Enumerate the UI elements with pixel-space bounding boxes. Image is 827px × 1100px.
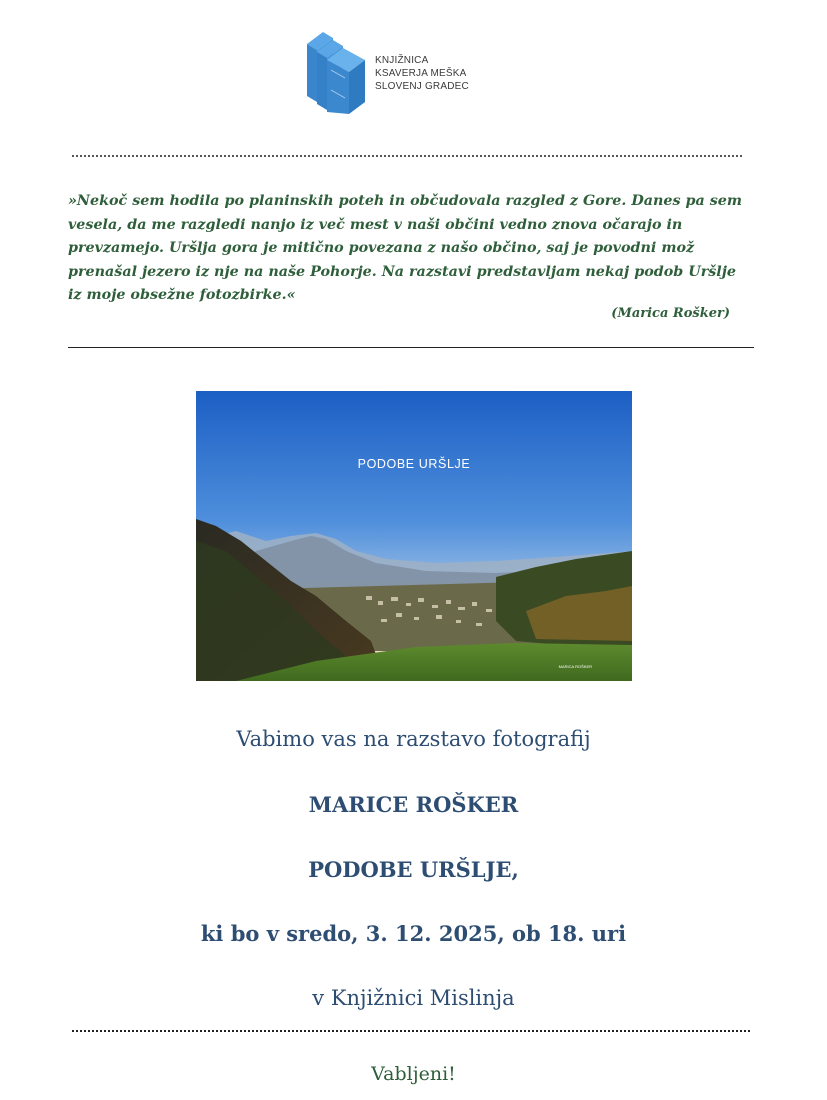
artist-name: MARICE ROŠKER (308, 792, 519, 817)
library-logo (305, 30, 505, 120)
library-name-line-1: KNJIŽNICA (375, 55, 429, 66)
books-logo-icon (305, 30, 371, 116)
photo-title: PODOBE URŠLJE (357, 457, 471, 471)
quote-author: (Marica Rošker) (611, 306, 730, 321)
artist-quote: »Nekoč sem hodila po planinskih poteh in občudovala razgled z Gore. Danes pa sem vesela, da me razgledi nanjo iz več mest v naši občini vedno znova očarajo in prevzamejo. Uršlja gora je mitično povezana z našo občino, saj je povodni mož prenašal jezero iz nje na naše Pohorje. Na razstavi predstavljam nekaj podob Uršlje iz moje obsežne fotozbirke.« (68, 193, 743, 303)
library-name (375, 54, 469, 93)
library-name-line-2: KSAVERJA MEŠKA (375, 68, 467, 79)
invitation-intro: Vabimo vas na razstavo fotografij (236, 727, 591, 751)
photo-credit: MARICA ROŠKER (558, 664, 592, 669)
top-dotted-divider (72, 155, 742, 157)
mountain-valley-image (196, 391, 632, 681)
event-location: v Knjižnici Mislinja (312, 986, 515, 1010)
library-name-line-3: SLOVENJ GRADEC (375, 81, 469, 92)
quote-divider (68, 347, 754, 348)
closing-welcome: Vabljeni! (371, 1063, 456, 1085)
exhibition-photo (196, 391, 632, 681)
exhibition-title: PODOBE URŠLJE, (308, 857, 519, 882)
bottom-dotted-divider (72, 1030, 750, 1032)
event-datetime: ki bo v sredo, 3. 12. 2025, ob 18. uri (200, 921, 627, 946)
